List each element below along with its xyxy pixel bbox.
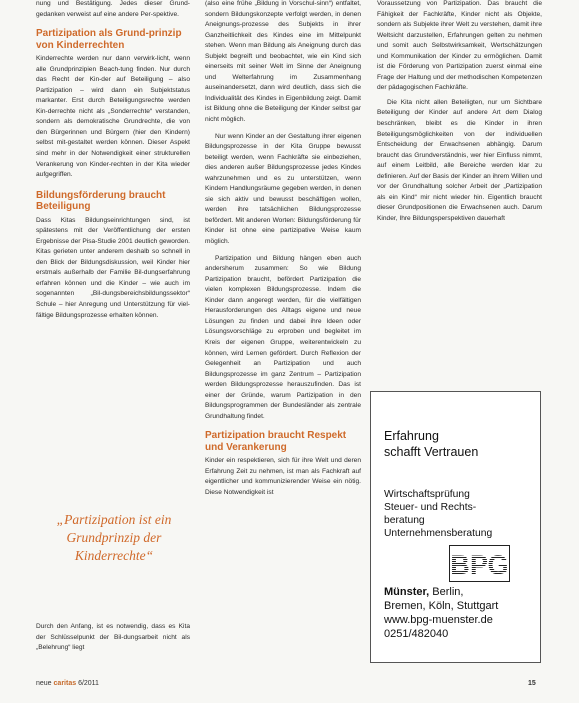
page-footer bbox=[36, 679, 99, 688]
ad-headline bbox=[384, 428, 534, 460]
body-paragraph: Kinder ein respektieren, sich für ihre Welt und deren Erfahrung Zeit zu nehmen, ist man als Fachkraft auf eigentlicher und kommunizierender Weise ein nötig. Diese Notwendigkeit ist bbox=[205, 457, 361, 496]
ad-phone: 0251/482040 bbox=[384, 628, 449, 640]
ad-city: Berlin, bbox=[429, 586, 464, 598]
logo-letter: G bbox=[487, 550, 509, 580]
body-paragraph: (also eine frühe „Bildung in Vorschul-sinn“) entfaltet, sondern Bildungskonzepte verfolgt werden, in denen Aneignungs-prozesse des Subjekts in ihrer Ganzheitlichkeit des Kindes eine im Mittelpunkt stehen. Wenn man Bildung als Aneignung durch das Subjekt begreift und beobachtet, wie ein Kind sich einerseits mit seiner Welt im Sinne der Aneignung und Welterfahrung im Zusammenhang auseinandersetzt, dann wird deutlich, dass sich die Individualität des Kindes in Eigenbildung zeigt. Damit ist Bildung ohne die Beteiligung der Kinder selbst gar nicht möglich. bbox=[205, 0, 361, 124]
ad-cities-line: Bremen, Köln, Stuttgart bbox=[384, 600, 499, 612]
article-column-3 bbox=[377, 0, 542, 224]
body-paragraph: Nur wenn Kinder an der Gestaltung ihrer eigenen Bildungsprozesse in der Kita Gruppe bewusst beteiligt werden, wenn Fachkräfte sie einbeziehen, dies anderen außer Bildungsprozesse jedes Kindes wahrzunehmen und es zu unterstützen, wenn Kindern Handlungsräume gegeben werden, in denen sie sich aktiv und bewusst beschäftigen wollen, werden ihre tatsächlichen Bildungsprozesse befördert. Mit anderen Worten: Bildungsförderung für Kinder ist ohne eine partizipative Weise kaum möglich. bbox=[205, 132, 361, 246]
body-paragraph: nung und Bestätigung. Jedes dieser Grund-gedanken verweist auf eine andere Per-spektive. bbox=[36, 0, 190, 18]
logo-letter: B bbox=[450, 550, 470, 580]
ad-services bbox=[384, 488, 534, 540]
magazine-name: caritas bbox=[53, 680, 77, 687]
logo-letter: P bbox=[469, 550, 489, 580]
bpg-logo bbox=[449, 545, 510, 582]
page-number: 15 bbox=[528, 680, 536, 687]
ad-service: beratung bbox=[384, 515, 425, 526]
ad-service: Unternehmensberatung bbox=[384, 528, 493, 539]
section-heading: Partizipation als Grund-prinzip von Kinderrechten bbox=[36, 28, 182, 51]
magazine-prefix: neue bbox=[36, 680, 52, 687]
article-column-1-bottom bbox=[36, 622, 190, 654]
ad-website: www.bpg-muenster.de bbox=[384, 614, 493, 626]
ad-service: Wirtschaftsprüfung bbox=[384, 489, 470, 500]
body-paragraph: Voraussetzung von Partizipation. Das braucht die Fähigkeit der Fachkräfte, Kinder nicht als Objekte, sondern als Subjekte ihrer Welt zu verstehen, damit ihre Weltsicht darzustellen, Erfahrungen gelten zu nehmen und somit auch Selbstwirksamkeit, Wertschätzungen und Kommunikation der Kinder zu ermöglichen. Damit ist die Förderung von Partizipation zuerst einmal eine Frage der Haltung und der methodischen Kompetenzen der pädagogischen Fachkräfte. bbox=[377, 0, 542, 92]
ad-city-main: Münster, bbox=[384, 586, 430, 598]
ad-headline-line1: Erfahrung bbox=[384, 429, 439, 443]
body-paragraph: Kinderrechte werden nur dann verwirk-licht, wenn alle Grundprinzipien Beach-tung finden. Nur durch das Recht der Kin-der auf Beteiligung – also Partizipation – wird dann ein Subjektstatus markanter. Erst durch Beteiligungsrechte werden Kin-derrechte nicht als „Sonderrechte“ verstanden, sondern als demokratische Grundrechte, die von den Bürgerinnen und Bürgern (hier den Kindern) selbst mit-gestaltet werden können. Dieser Aspekt sind mehr in der Notwendigkeit einer strukturellen Verankerung von Kinder-rechten in der Kita wieder aufgegriffen. bbox=[36, 55, 190, 179]
body-paragraph: Dass Kitas Bildungseinrichtungen sind, ist spätestens mit der Veröffentlichung der ersten Ergebnisse der Pisa-Studie 2001 deutlich geworden. Kitas gerieten unter anderem deshalb so schnell in den Blick der Bildungsdiskussion, weil Kinder hier erstmals außerhalb der Familie Bil-dungserfahrung erfahren können und die Kinder – wie auch im sogenannten „Bil-dungsbereichsbildungssektor“ Schule – hier Anregung und Unterstützung für viel-fältige Bildungsprozesse erhalten können. bbox=[36, 216, 190, 319]
section-heading: Bildungsförderung braucht Beteiligung bbox=[36, 189, 166, 213]
article-column-2 bbox=[205, 0, 361, 499]
ad-headline-line2: schafft Vertrauen bbox=[384, 445, 479, 459]
body-paragraph: Die Kita nicht allen Beteiligten, nur um Sichtbare Beteiligung der Kinder auf andere Art dem Dialog beschränken, bleibt es die Kinder in ihren Beteiligungsmöglichkeiten von der individuellen Entscheidung der Erwachsenen abhängig. Darum braucht das Grundverständnis, wer hier Einfluss nimmt, auf einem Leitbild, alle Bereiche werden klar zu definieren. Auf der Basis der Kinder an ihrem Willen und vor der Grundhaltung solcher Arbeit der „Partizipation als ein Kind“ mir nicht wieder hin. Eigentlich braucht dieser Grundpositionen die Erwachsenen auch. Darum Kinder, Ihre Bildungsperspektiven dauerhaft bbox=[377, 98, 542, 222]
section-heading: Partizipation braucht Respekt und Verankerung bbox=[205, 430, 347, 453]
body-paragraph: Partizipation und Bildung hängen eben auch andersherum zusammen: So wie Bildung Partizipation braucht, befördert Partizipation die vielen komplexen Bildungsprozesse. Indem die Kinder dann angeregt werden, für die vielfältigen Herausforderungen des Alltags eigene und neue Lösungen zu finden und dabei ihre Ideen oder Lösungsvorschläge zu erproben und begleitet im Kreis der eigenen Gruppe, weiterentwickeln zu können, wird Lernen gefördert. Durch Reflexion der Gelegenheit an Partizipation und auch Bildungsprozesse im ganz Zentrum – Partizipation werden Bildungsprozesse herauszufinden. Das ist einer der Gründe, warum Partizipation in den Bildungsprogrammen der Bundesländer als zentrale Grundhaltung findet. bbox=[205, 254, 361, 420]
body-paragraph: Durch den Anfang, ist es notwendig, dass es Kita der Schlüsselpunkt der Bil-dungsarbeit nicht als „Belehrung“ liegt bbox=[36, 623, 190, 652]
ad-service: Steuer- und Rechts- bbox=[384, 502, 477, 513]
issue-number: 6/2011 bbox=[78, 680, 99, 687]
article-column-1 bbox=[36, 0, 190, 321]
pull-quote: „Partizipation ist ein Grundprinzip der Kinderrechte“ bbox=[56, 512, 172, 563]
ad-contact bbox=[384, 585, 534, 641]
